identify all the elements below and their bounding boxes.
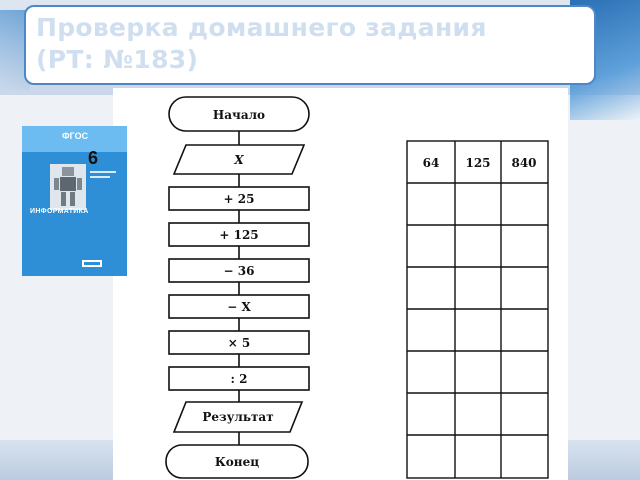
step-label-6: : 2 <box>230 372 248 386</box>
start-label: Начало <box>212 108 266 122</box>
step-label-4: − X <box>227 300 251 314</box>
results-table <box>407 141 548 478</box>
step-label-2: + 125 <box>219 228 259 242</box>
table-header-cell: 125 <box>465 156 491 170</box>
cover-subject: ИНФОРМАТИКА <box>30 208 89 215</box>
table-header-cell: 840 <box>511 156 537 170</box>
step-label-3: − 36 <box>223 264 255 278</box>
slide-title-line-1: Проверка домашнего задания <box>36 13 487 42</box>
output-label: Результат <box>202 410 274 424</box>
step-label-5: × 5 <box>227 336 251 350</box>
cover-grade: 6 <box>88 148 99 168</box>
end-label: Конец <box>214 455 260 469</box>
slide-title-line-2: (РТ: №183) <box>36 45 199 74</box>
input-label: X <box>234 153 244 167</box>
table-header-cell: 64 <box>422 156 440 170</box>
step-label-1: + 25 <box>223 192 255 206</box>
cover-series-label: ФГОС <box>62 131 89 141</box>
